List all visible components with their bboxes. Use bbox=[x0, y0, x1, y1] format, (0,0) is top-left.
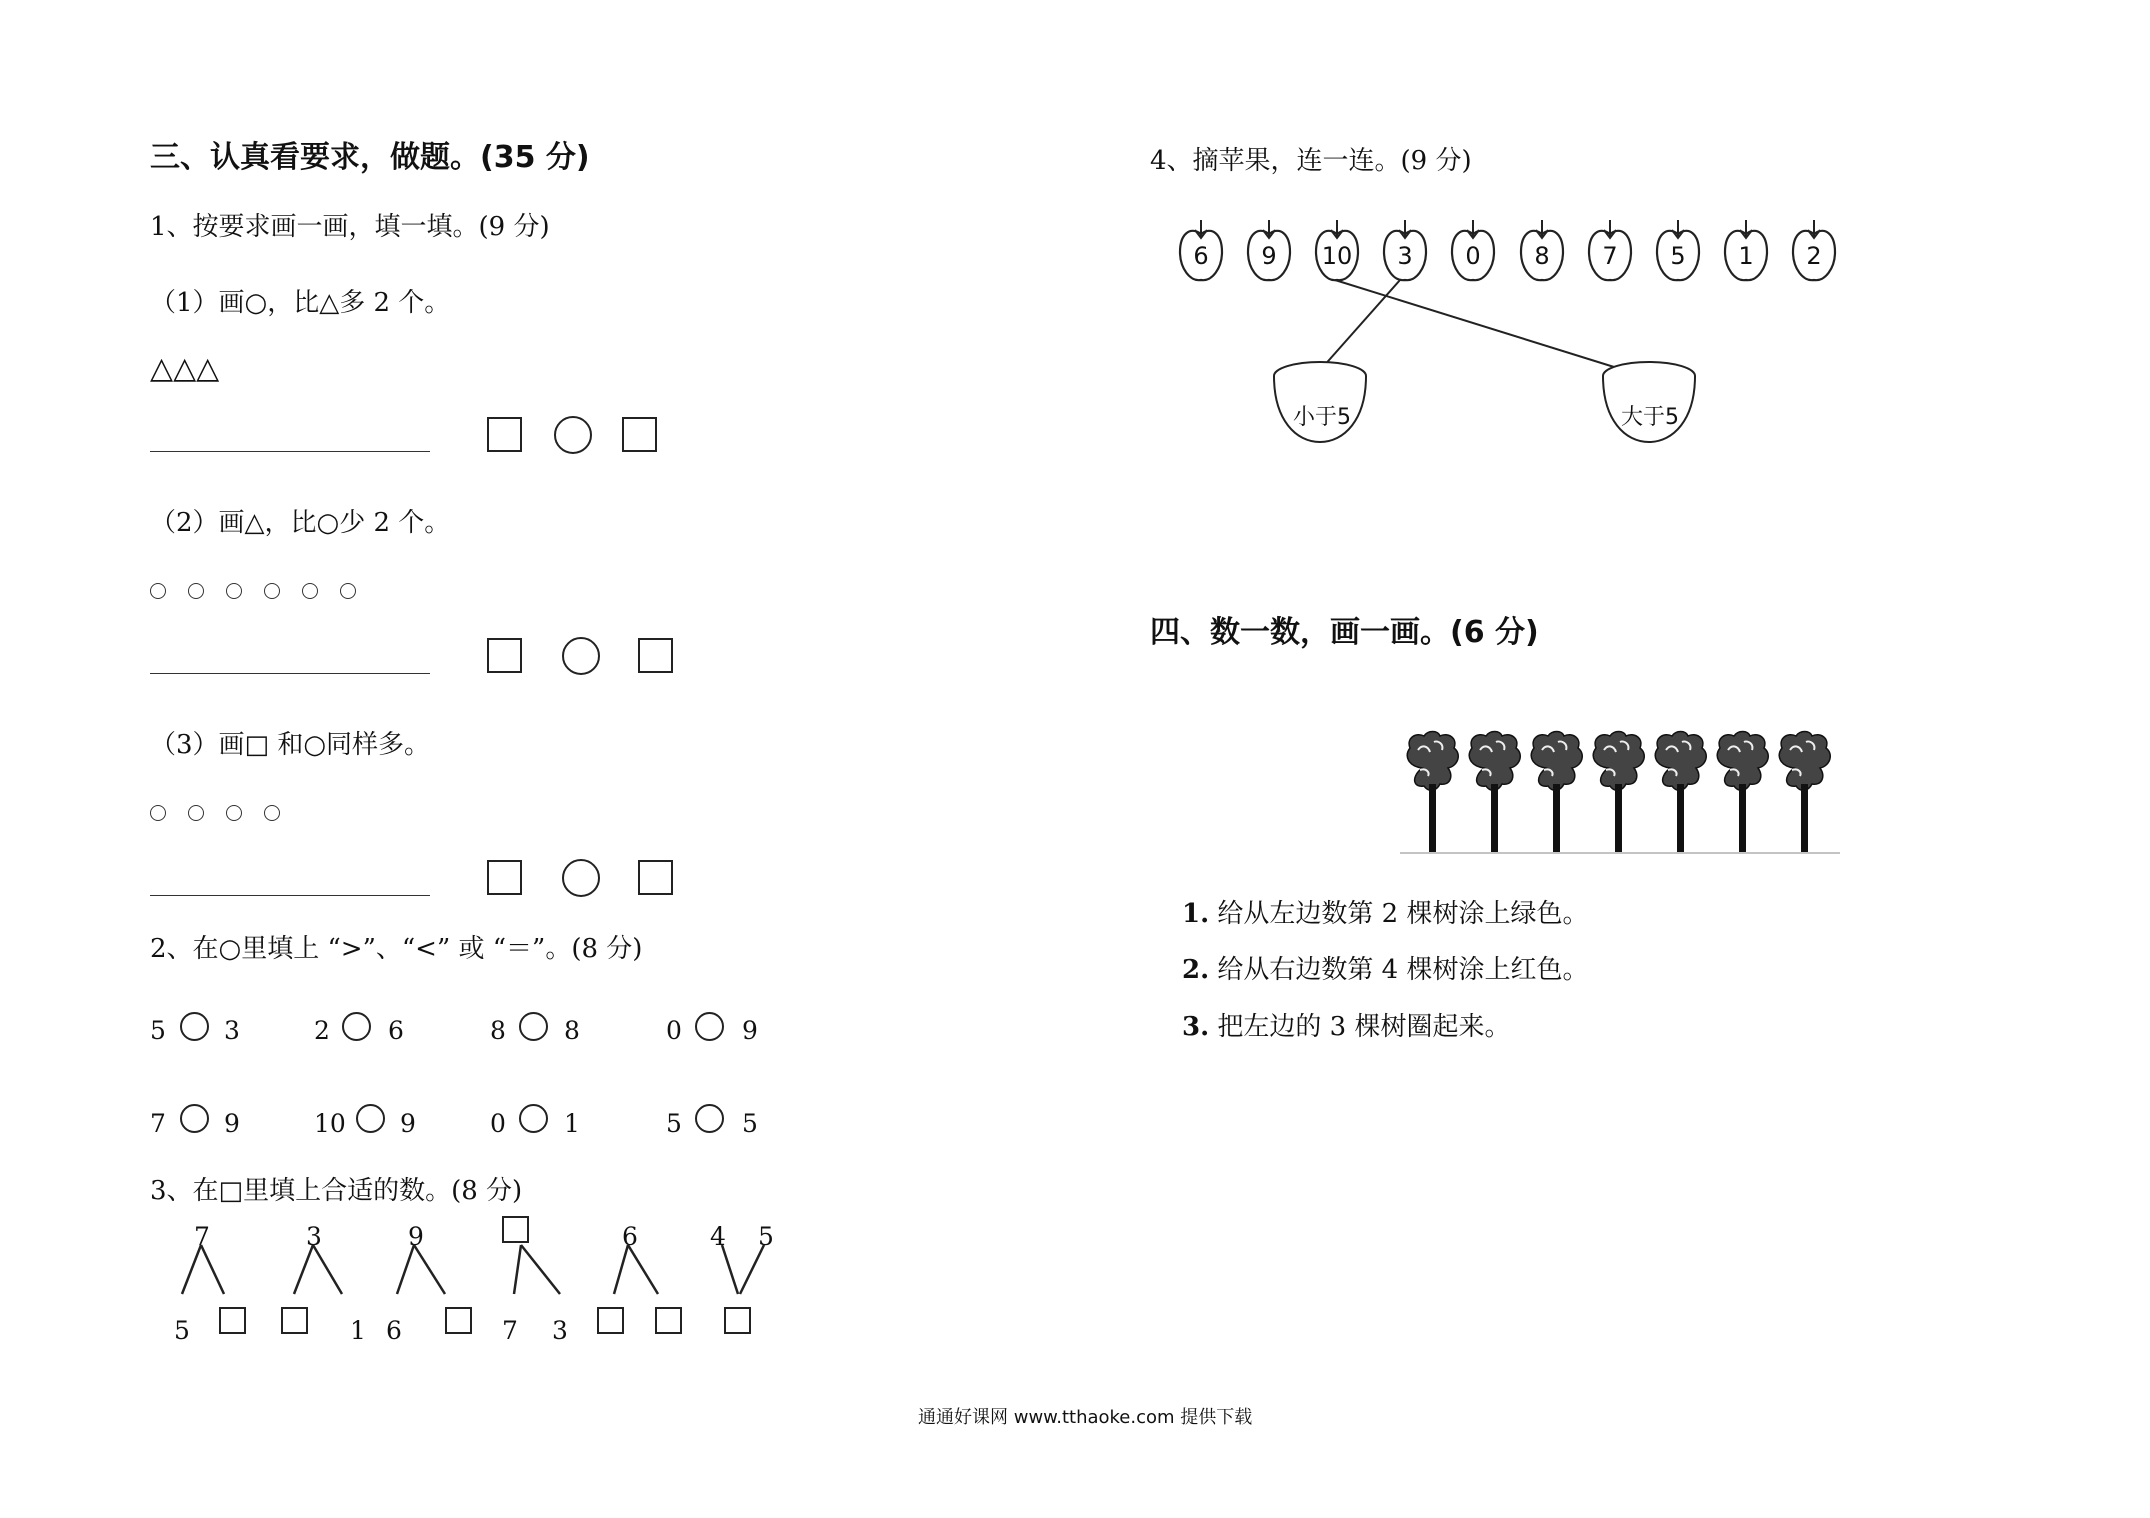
split-bottom: 5 bbox=[174, 1316, 190, 1345]
circle-shape bbox=[150, 583, 166, 599]
split-bottom-box[interactable] bbox=[597, 1307, 624, 1334]
q1-sub3-text: （3）画□ 和○同样多。 bbox=[150, 730, 431, 760]
compare-circle[interactable] bbox=[356, 1104, 385, 1133]
compare-right: 9 bbox=[400, 1109, 416, 1138]
compare-left: 5 bbox=[150, 1016, 166, 1045]
split-top-box[interactable] bbox=[502, 1216, 529, 1243]
compare-left: 10 bbox=[314, 1109, 346, 1138]
circle-shape bbox=[264, 583, 280, 599]
q1-sub2-answer-line[interactable] bbox=[150, 673, 430, 674]
circles-row-4 bbox=[150, 802, 302, 821]
compare-left: 0 bbox=[490, 1109, 506, 1138]
split-bottom-box[interactable] bbox=[724, 1307, 751, 1334]
tree-icon[interactable] bbox=[1469, 732, 1520, 853]
apple-number: 8 bbox=[1534, 242, 1550, 270]
circle-shape bbox=[188, 583, 204, 599]
bowl-label-greater-than-5: 大于5 bbox=[1621, 405, 1679, 430]
compare-circle[interactable] bbox=[180, 1104, 209, 1133]
q1-sub1-answer-line[interactable] bbox=[150, 451, 430, 452]
tree-icon[interactable] bbox=[1779, 732, 1830, 853]
compare-circle[interactable] bbox=[342, 1012, 371, 1041]
compare-circle[interactable] bbox=[695, 1104, 724, 1133]
tree-row bbox=[1400, 725, 1840, 860]
tree-icon[interactable] bbox=[1717, 732, 1768, 853]
split-bottom-box[interactable] bbox=[445, 1307, 472, 1334]
square-shape bbox=[622, 417, 657, 452]
circle-shape bbox=[264, 805, 280, 821]
section-4-heading: 四、数一数，画一画。(6 分) bbox=[1150, 615, 1539, 650]
compare-circle[interactable] bbox=[519, 1104, 548, 1133]
q1-sub3-answer-line[interactable] bbox=[150, 895, 430, 896]
circle-shape bbox=[554, 416, 592, 454]
square-shape bbox=[487, 417, 522, 452]
q4-title: 4、摘苹果，连一连。(9 分) bbox=[1150, 146, 1472, 176]
square-shape bbox=[638, 860, 673, 895]
circle-shape bbox=[562, 859, 600, 897]
split-bottom-box[interactable] bbox=[655, 1307, 682, 1334]
apple-number: 7 bbox=[1602, 242, 1618, 270]
compare-left: 5 bbox=[666, 1109, 682, 1138]
compare-right: 8 bbox=[564, 1016, 580, 1045]
q1-title: 1、按要求画一画，填一填。(9 分) bbox=[150, 212, 550, 242]
split-bottom: 3 bbox=[552, 1316, 568, 1345]
apple-number: 6 bbox=[1193, 242, 1209, 270]
split-top: 5 bbox=[758, 1222, 774, 1251]
apple-number: 10 bbox=[1321, 242, 1353, 270]
circle-shape bbox=[340, 583, 356, 599]
footer-credit: 通通好课网 www.tthaoke.com 提供下载 bbox=[918, 1407, 1253, 1428]
compare-right: 1 bbox=[564, 1109, 580, 1138]
q3-title: 3、在□里填上合适的数。(8 分) bbox=[150, 1176, 523, 1206]
split-bottom: 7 bbox=[502, 1316, 518, 1345]
tree-icon[interactable] bbox=[1655, 732, 1706, 853]
circle-shape bbox=[226, 805, 242, 821]
connect-line[interactable] bbox=[1335, 280, 1643, 376]
compare-left: 8 bbox=[490, 1016, 506, 1045]
bowl-label-less-than-5: 小于5 bbox=[1293, 405, 1351, 430]
compare-left: 2 bbox=[314, 1016, 330, 1045]
split-top: 4 bbox=[710, 1222, 726, 1251]
split-bottom: 6 bbox=[386, 1316, 402, 1345]
q1-sub1-text: （1）画○，比△多 2 个。 bbox=[150, 288, 451, 318]
square-shape bbox=[487, 638, 522, 673]
circle-shape bbox=[562, 637, 600, 675]
q2-title: 2、在○里填上 “>”、“<” 或 “＝”。(8 分) bbox=[150, 934, 643, 964]
circle-shape bbox=[188, 805, 204, 821]
compare-right: 3 bbox=[224, 1016, 240, 1045]
apple-number: 1 bbox=[1738, 242, 1754, 270]
compare-left: 7 bbox=[150, 1109, 166, 1138]
compare-right: 5 bbox=[742, 1109, 758, 1138]
circle-shape bbox=[302, 583, 318, 599]
tree-icon[interactable] bbox=[1593, 732, 1644, 853]
task-item: 2. 给从右边数第 4 棵树涂上红色。 bbox=[1182, 955, 1589, 985]
circles-row-6 bbox=[150, 580, 378, 599]
connect-line[interactable] bbox=[1322, 280, 1400, 368]
triangles-row: △△△ bbox=[150, 351, 220, 386]
circle-shape bbox=[150, 805, 166, 821]
split-bottom: 1 bbox=[350, 1316, 366, 1345]
compare-left: 0 bbox=[666, 1016, 682, 1045]
q1-sub2-text: （2）画△，比○少 2 个。 bbox=[150, 508, 451, 538]
split-top: 6 bbox=[622, 1222, 638, 1251]
circle-shape bbox=[226, 583, 242, 599]
split-top: 9 bbox=[408, 1222, 424, 1251]
compare-circle[interactable] bbox=[519, 1012, 548, 1041]
split-bottom-box[interactable] bbox=[281, 1307, 308, 1334]
task-item: 3. 把左边的 3 棵树圈起来。 bbox=[1182, 1012, 1511, 1042]
split-bottom-box[interactable] bbox=[219, 1307, 246, 1334]
apple-number: 9 bbox=[1261, 242, 1277, 270]
split-top: 7 bbox=[194, 1222, 210, 1251]
compare-circle[interactable] bbox=[180, 1012, 209, 1041]
compare-right: 9 bbox=[224, 1109, 240, 1138]
square-shape bbox=[487, 860, 522, 895]
apple-number: 2 bbox=[1806, 242, 1822, 270]
compare-right: 6 bbox=[388, 1016, 404, 1045]
split-branches bbox=[150, 1240, 790, 1305]
section-3-heading: 三、认真看要求，做题。(35 分) bbox=[150, 140, 590, 175]
apple-number: 3 bbox=[1397, 242, 1413, 270]
task-item: 1. 给从左边数第 2 棵树涂上绿色。 bbox=[1182, 899, 1589, 929]
compare-circle[interactable] bbox=[695, 1012, 724, 1041]
tree-icon[interactable] bbox=[1407, 732, 1458, 853]
apple-number: 5 bbox=[1670, 242, 1686, 270]
split-top: 3 bbox=[306, 1222, 322, 1251]
compare-right: 9 bbox=[742, 1016, 758, 1045]
apple-number: 0 bbox=[1465, 242, 1481, 270]
square-shape bbox=[638, 638, 673, 673]
tree-icon[interactable] bbox=[1531, 732, 1582, 853]
